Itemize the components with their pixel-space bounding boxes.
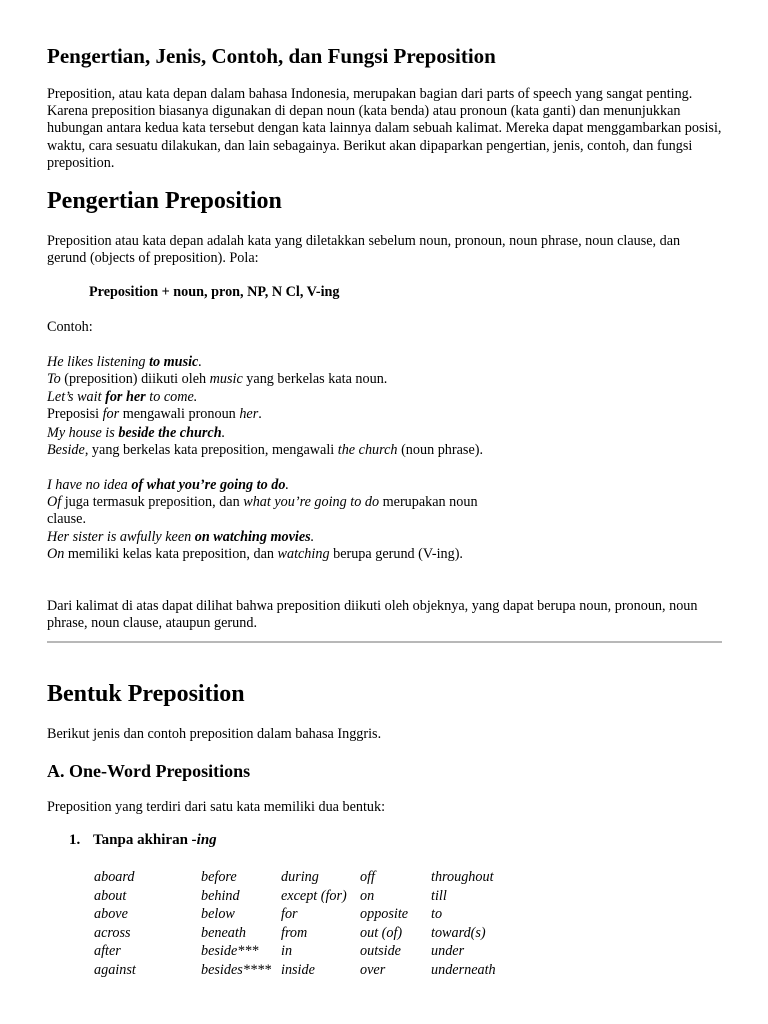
table-cell: beneath	[201, 924, 246, 941]
example-sentence-5: Her sister is awfully keen on watching movies.	[47, 529, 315, 545]
example-sentence-3: My house is beside the church.	[47, 425, 226, 441]
table-cell: for	[281, 906, 298, 923]
conclusion-paragraph: Dari kalimat di atas dapat dilihat bahwa preposition diikuti oleh objeknya, yang dapat berupa noun, pronoun, noun phrase, noun clause, ataupun gerund.	[47, 598, 698, 632]
table-cell: under	[431, 943, 465, 960]
table-cell: from	[281, 924, 308, 941]
table-cell: till	[431, 887, 447, 904]
table-cell: behind	[201, 887, 240, 904]
formula-pattern: Preposition + noun, pron, NP, N Cl, V-ing	[89, 284, 340, 300]
table-cell: throughout	[431, 869, 494, 885]
list-item-tanpa-akhiran: 1. Tanpa akhiran -ing	[69, 832, 217, 848]
table-row	[94, 961, 521, 980]
table-cell: on	[360, 887, 375, 904]
table-cell: over	[360, 961, 386, 978]
table-row	[94, 905, 521, 924]
table-cell: outside	[360, 943, 401, 960]
example-sentence-2: Let’s wait for her to come.	[47, 389, 198, 405]
section-heading-pengertian: Pengertian Preposition	[47, 188, 282, 214]
table-cell: above	[94, 906, 128, 923]
example-sentence-4: I have no idea of what you’re going to do.	[47, 477, 289, 493]
page-title: Pengertian, Jenis, Contoh, dan Fungsi Preposition	[47, 44, 496, 68]
table-cell: during	[281, 869, 319, 885]
bentuk-intro: Berikut jenis dan contoh preposition dalam bahasa Inggris.	[47, 726, 382, 742]
section-heading-bentuk: Bentuk Preposition	[47, 681, 245, 707]
contoh-label: Contoh:	[47, 319, 93, 335]
example-sentence-1: He likes listening to music.	[47, 354, 202, 370]
table-cell: in	[281, 943, 293, 960]
example-note-5: On memiliki kelas kata preposition, dan watching berupa gerund (V-ing).	[47, 546, 463, 562]
intro-paragraph: Preposition, atau kata depan dalam bahasa Indonesia, merupakan bagian dari parts of speech yang sangat penting. Karena preposition biasanya digunakan di depan noun (kata benda) atau pronoun (kata ganti) dan menunjukkan hubungan antara kedua kata tersebut dengan kata lainnya dalam sebuah kalimat. Mereka dapat menggambarkan posisi, waktu, cara sesuatu dilakukan, dan lain sebagainya. Berikut akan dipaparkan pengertian, jenis, contoh, dan fungsi preposition.	[47, 86, 722, 171]
table-row	[94, 942, 521, 961]
table-cell: out (of)	[360, 924, 403, 941]
table-cell: to	[431, 906, 443, 923]
table-cell: beside***	[201, 943, 259, 960]
subheading-one-word: A. One-Word Prepositions	[47, 761, 251, 781]
table-cell: opposite	[360, 906, 409, 923]
table-cell: before	[201, 869, 237, 885]
example-note-4: Of juga termasuk preposition, dan what you’re going to do merupakan noun clause.	[47, 494, 478, 527]
table-cell: toward(s)	[431, 924, 486, 941]
example-note-1: To (preposition) diikuti oleh music yang berkelas kata noun.	[47, 371, 388, 387]
one-word-intro: Preposition yang terdiri dari satu kata memiliki dua bentuk:	[47, 799, 386, 815]
table-cell: except (for)	[281, 887, 347, 904]
example-note-2: Preposisi for mengawali pronoun her.	[47, 406, 262, 422]
table-row	[94, 887, 521, 906]
table-cell: inside	[281, 961, 315, 978]
table-row	[94, 868, 521, 887]
table-cell: after	[94, 943, 121, 960]
table-cell: below	[201, 906, 235, 923]
table-cell: against	[94, 961, 136, 978]
table-cell: aboard	[94, 869, 135, 885]
table-cell: underneath	[431, 961, 496, 978]
definition-paragraph: Preposition atau kata depan adalah kata yang diletakkan sebelum noun, pronoun, noun phrase, noun clause, dan gerund (objects of preposition). Pola:	[47, 233, 681, 267]
prepositions-table	[94, 868, 521, 980]
example-note-3: Beside, yang berkelas kata preposition, mengawali the church (noun phrase).	[47, 442, 484, 458]
section-divider	[47, 641, 722, 643]
table-cell: besides****	[201, 961, 272, 978]
table-cell: about	[94, 887, 127, 904]
table-row	[94, 924, 521, 943]
table-cell: across	[94, 924, 131, 941]
table-cell: off	[360, 869, 375, 885]
